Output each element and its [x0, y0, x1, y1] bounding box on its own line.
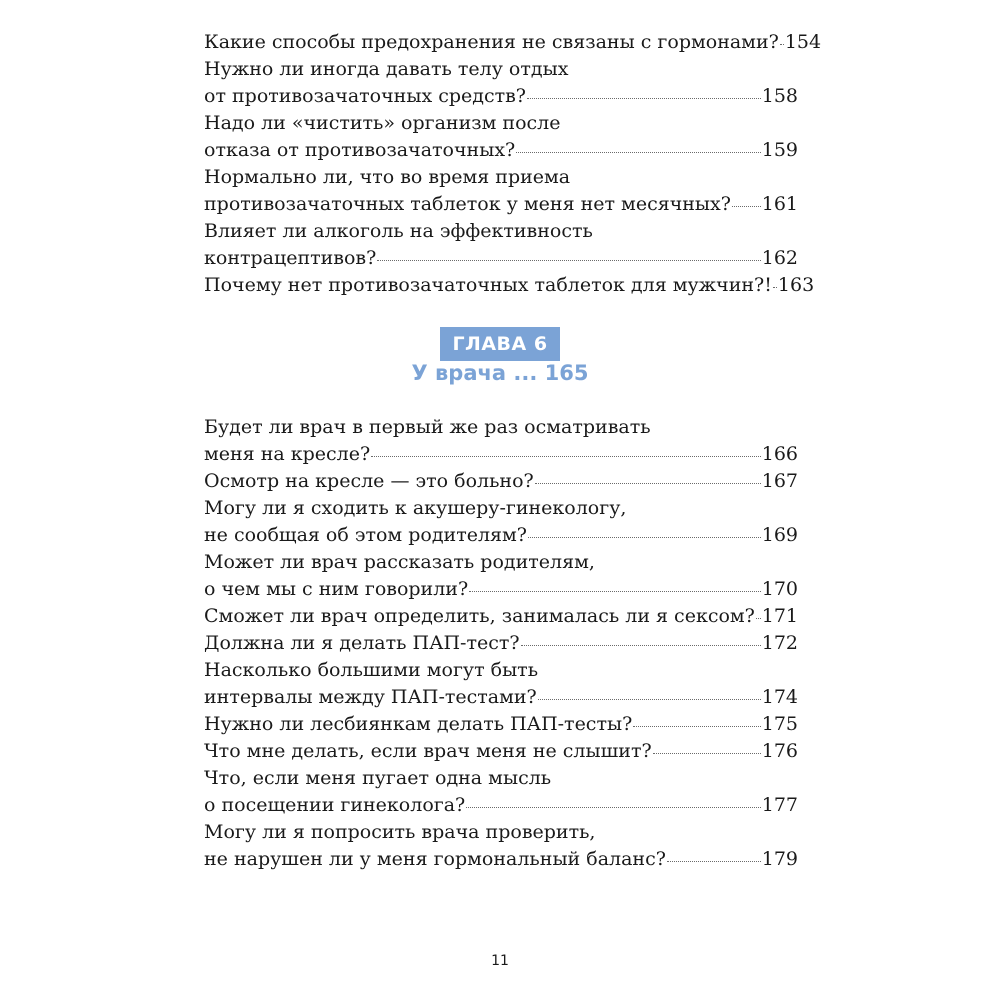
toc-entry-line [204, 29, 822, 56]
toc-entry [204, 630, 798, 657]
toc-entry-line [204, 522, 798, 549]
toc-page-number: 167 [761, 470, 798, 492]
toc-page-number: 179 [761, 848, 798, 870]
toc-page-number: 166 [761, 443, 798, 465]
toc-entry-text: Могу ли я попросить врача проверить, [204, 821, 596, 843]
toc-entry-line [204, 137, 798, 164]
toc-entry-text: Нормально ли, что во время приема [204, 166, 571, 188]
chapter-title: У врача ... 165 [411, 361, 589, 385]
toc-entry-line [204, 191, 798, 218]
toc-entry [204, 765, 798, 819]
toc-entry-line [204, 819, 798, 846]
toc-entry-text: Может ли врач рассказать родителям, [204, 551, 595, 573]
toc-page-number: 171 [761, 605, 798, 627]
chapter-heading [0, 327, 1000, 361]
toc-entry [204, 56, 798, 110]
dot-leader [516, 152, 761, 153]
toc-entry-line [204, 441, 798, 468]
toc-page-number: 176 [761, 740, 798, 762]
toc-page-number: 169 [761, 524, 798, 546]
toc-page-number: 174 [761, 686, 798, 708]
toc-entry-text: Осмотр на кресле — это больно? [204, 470, 534, 492]
page-number: 11 [491, 953, 509, 969]
toc-entry-line [204, 549, 798, 576]
toc-entry-text: отказа от противозачаточных? [204, 139, 516, 161]
toc-entry [204, 414, 798, 468]
toc-entry-line [204, 846, 798, 873]
toc-entry-line [204, 603, 798, 630]
toc-entry-text: Влияет ли алкоголь на эффективность [204, 220, 593, 242]
toc-entry [204, 29, 822, 56]
toc-page-number: 162 [761, 247, 798, 269]
chapter-label: ГЛАВА 6 [440, 327, 559, 361]
dot-leader [371, 456, 761, 457]
toc-entry-line [204, 272, 815, 299]
toc-page-number: 177 [761, 794, 798, 816]
dot-leader [521, 645, 761, 646]
toc-entry-line [204, 576, 798, 603]
toc-entry-text: Должна ли я делать ПАП-тест? [204, 632, 520, 654]
toc-entry-text: о чем мы с ним говорили? [204, 578, 469, 600]
dot-leader [538, 699, 761, 700]
dot-leader [653, 753, 761, 754]
toc-entry [204, 738, 798, 765]
toc-entry-text: Что мне делать, если врач меня не слышит? [204, 740, 652, 762]
toc-page-number: 161 [761, 193, 798, 215]
toc-entry [204, 603, 798, 630]
toc-entry-line [204, 738, 798, 765]
toc-entry-text: Какие способы предохранения не связаны с гормонами? [204, 31, 779, 53]
toc-entry-text: о посещении гинеколога? [204, 794, 466, 816]
toc-entry-line [204, 218, 798, 245]
toc-entry-line [204, 495, 798, 522]
toc-entry-line [204, 711, 798, 738]
toc-entry-line [204, 792, 798, 819]
toc-page-number: 158 [761, 85, 798, 107]
toc-entry-text: меня на кресле? [204, 443, 371, 465]
dot-leader [756, 618, 761, 619]
toc-entry [204, 495, 798, 549]
toc-entry-text: Могу ли я сходить к акушеру-гинекологу, [204, 497, 627, 519]
toc-page-number: 170 [761, 578, 798, 600]
toc-page-number: 163 [777, 274, 815, 296]
toc-entry [204, 549, 798, 603]
toc-list-bottom [204, 414, 798, 873]
toc-entry-text: Нужно ли лесбиянкам делать ПАП-тесты? [204, 713, 633, 735]
toc-entry-text: Насколько большими могут быть [204, 659, 539, 681]
toc-entry-text: Сможет ли врач определить, занималась ли я сексом? [204, 605, 755, 627]
toc-entry-line [204, 765, 798, 792]
toc-entry-text: Будет ли врач в первый же раз осматривать [204, 416, 651, 438]
dot-leader [469, 591, 761, 592]
toc-entry-text: Почему нет противозачаточных таблеток для мужчин?! [204, 274, 772, 296]
dot-leader [732, 206, 761, 207]
dot-leader [535, 483, 761, 484]
toc-entry-text: не нарушен ли у меня гормональный баланс? [204, 848, 666, 870]
dot-leader [773, 287, 777, 288]
dot-leader [667, 861, 761, 862]
toc-entry-line [204, 468, 798, 495]
toc-entry-line [204, 657, 798, 684]
toc-entry-text: Надо ли «чистить» организм после [204, 112, 561, 134]
toc-entry-text: Что, если меня пугает одна мысль [204, 767, 552, 789]
toc-entry-text: противозачаточных таблеток у меня нет месячных? [204, 193, 731, 215]
dot-leader [633, 726, 760, 727]
toc-entry [204, 218, 798, 272]
toc-entry-line [204, 630, 798, 657]
toc-list-top [204, 29, 822, 299]
dot-leader [528, 537, 761, 538]
toc-entry [204, 711, 798, 738]
toc-entry-text: Нужно ли иногда давать телу отдых [204, 58, 569, 80]
toc-entry [204, 272, 815, 299]
toc-entry-text: контрацептивов? [204, 247, 377, 269]
toc-entry [204, 110, 798, 164]
toc-page-number: 172 [761, 632, 798, 654]
toc-entry [204, 819, 798, 873]
toc-entry-line [204, 414, 798, 441]
dot-leader [377, 260, 760, 261]
toc-entry [204, 657, 798, 711]
toc-entry-line [204, 164, 798, 191]
toc-entry-line [204, 684, 798, 711]
toc-page-number: 159 [761, 139, 798, 161]
toc-entry-line [204, 110, 798, 137]
toc-entry-text: от противозачаточных средств? [204, 85, 526, 107]
toc-entry-line [204, 245, 798, 272]
toc-entry [204, 468, 798, 495]
dot-leader [527, 98, 761, 99]
toc-entry-text: не сообщая об этом родителям? [204, 524, 527, 546]
dot-leader [780, 44, 784, 45]
dot-leader [466, 807, 761, 808]
toc-entry-line [204, 83, 798, 110]
toc-entry [204, 164, 798, 218]
toc-page-number: 154 [784, 31, 822, 53]
toc-entry-line [204, 56, 798, 83]
toc-page-number: 175 [761, 713, 798, 735]
toc-entry-text: интервалы между ПАП-тестами? [204, 686, 537, 708]
